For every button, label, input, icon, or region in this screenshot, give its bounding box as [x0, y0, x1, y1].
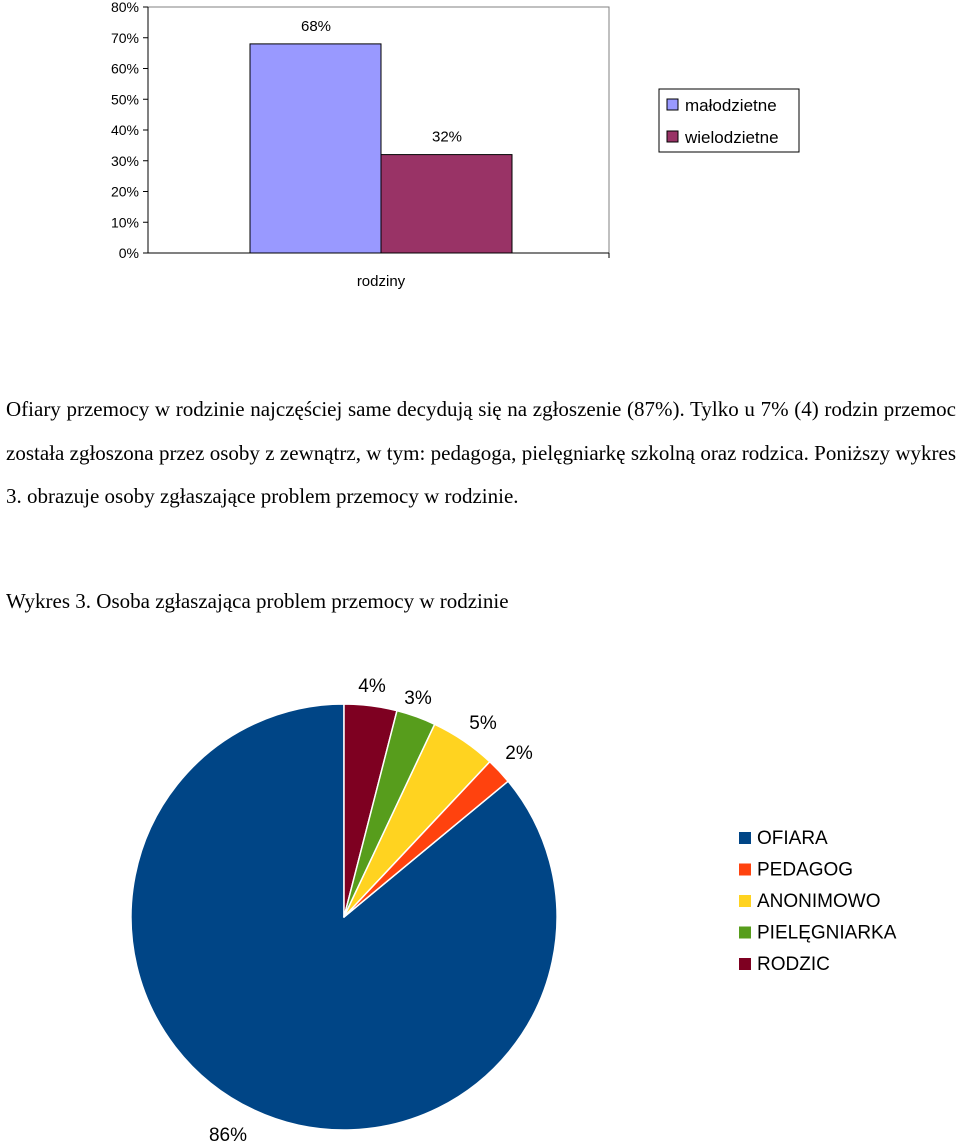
bar-chart-legend: [659, 89, 799, 152]
y-tick-label: 20%: [110, 183, 139, 200]
y-tick-label: 50%: [110, 91, 139, 108]
pie-chart-legend: [739, 828, 897, 975]
bar-series: [250, 18, 512, 253]
pie-data-label: 4%: [358, 676, 386, 697]
bar-data-label: 32%: [431, 128, 463, 146]
bar-wielodzietne: [381, 155, 512, 253]
legend-swatch: [739, 958, 751, 970]
y-tick-label: 70%: [110, 29, 139, 46]
y-tick-label: 0%: [118, 245, 139, 261]
legend-label: PIELĘGNIARKA: [757, 922, 897, 944]
legend-label: OFIARA: [757, 828, 828, 849]
y-tick-label: 30%: [110, 152, 139, 169]
y-axis-ticks: [111, 0, 148, 261]
pie-data-label: 2%: [505, 743, 533, 764]
chart-caption: Wykres 3. Osoba zgłaszająca problem przemocy w rodzinie: [6, 589, 509, 613]
y-tick-label: 80%: [110, 0, 139, 15]
bar-malodzietne: [250, 44, 381, 253]
legend-swatch: [739, 927, 751, 939]
y-tick-label: 10%: [110, 214, 139, 231]
legend-swatch: [667, 99, 678, 110]
pie-slices: [131, 704, 557, 1130]
legend-swatch: [739, 864, 751, 876]
legend-label: małodzietne: [685, 96, 777, 115]
x-axis-label: rodziny: [356, 273, 406, 290]
pie-chart: [0, 640, 960, 1142]
y-tick-label: 40%: [110, 122, 139, 138]
pie-data-label: 86%: [208, 1125, 248, 1142]
legend-label: ANONIMOWO: [757, 891, 881, 912]
bar-chart: [0, 0, 960, 300]
legend-swatch: [739, 832, 751, 844]
description-paragraph: Ofiary przemocy w rodzinie najczęściej same decydują się na zgłoszenie (87%). Tylko u 7% (4) rodzin przemoc została zgłoszona przez osoby z zewnątrz, w tym: pedagoga, pielęgniarkę szkolną oraz rodzica. Poniższy wykres 3. obrazuje osoby zgłaszające problem przemocy w rodzinie.: [6, 397, 956, 508]
bar-data-label: 68%: [300, 17, 332, 35]
legend-swatch: [739, 895, 751, 907]
legend-label: PEDAGOG: [757, 859, 854, 881]
legend-label: RODZIC: [757, 954, 830, 975]
pie-data-label: 5%: [469, 713, 497, 734]
y-tick-label: 60%: [110, 60, 139, 77]
pie-data-label: 3%: [404, 688, 432, 709]
legend-label: wielodzietne: [685, 128, 779, 147]
legend-swatch: [667, 131, 678, 142]
